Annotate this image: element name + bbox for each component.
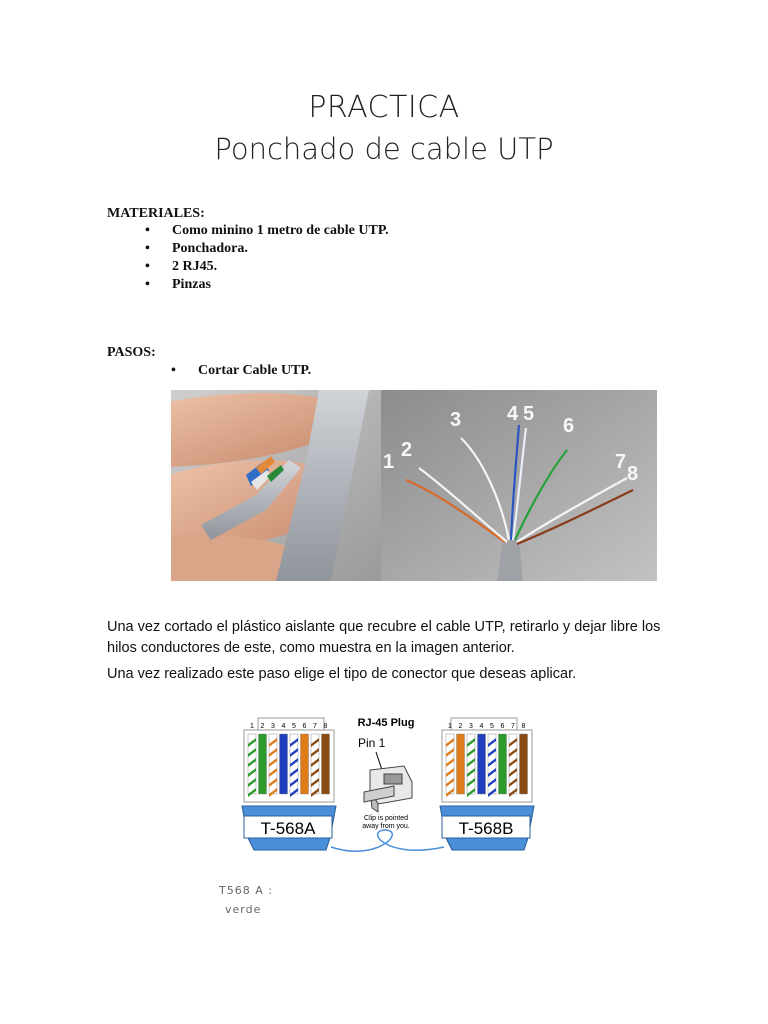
plug-a-body <box>244 730 334 802</box>
plug-title: RJ-45 Plug <box>357 717 415 729</box>
document-subtitle: Ponchado de cable UTP <box>214 132 554 166</box>
list-item: • Ponchadora. <box>145 240 389 258</box>
wire-number: 5 <box>523 403 535 425</box>
wire-BR <box>322 734 330 794</box>
list-item: • Como minino 1 metro de cable UTP. <box>145 222 389 240</box>
wire-G <box>259 734 267 794</box>
pin-number: 3 <box>271 723 275 730</box>
wire-number: 6 <box>563 415 575 437</box>
wire-B <box>280 734 288 794</box>
note-t568a: T568 A : <box>219 884 273 897</box>
pin-number: 6 <box>500 723 505 730</box>
wire-O <box>301 734 309 794</box>
note-verde: verde <box>225 903 262 916</box>
paragraph: Una vez cortado el plástico aislante que recubre el cable UTP, retirarlo y dejar libre los hilos conductores de este, como muestra en la imagen anterior. <box>107 619 661 656</box>
label-t568b: T-568B <box>458 819 514 838</box>
wire-number: 2 <box>401 439 413 461</box>
list-item: • 2 RJ45. <box>145 258 389 276</box>
wire-O <box>457 734 465 794</box>
clip-note: away from you. <box>362 823 410 830</box>
pin-number: 6 <box>302 723 307 730</box>
wire-number: 1 <box>383 451 395 473</box>
cable-photo-image <box>171 390 657 581</box>
pasos-list <box>171 362 311 380</box>
list-item: • Cortar Cable UTP. <box>171 362 311 380</box>
pin-number: 7 <box>313 723 317 730</box>
label-t568a: T-568A <box>260 819 316 838</box>
materiales-list <box>145 222 389 294</box>
pin-1-label: Pin 1 <box>358 736 386 750</box>
paragraph: Una vez realizado este paso elige el tipo de conector que deseas aplicar. <box>107 666 577 682</box>
pasos-heading: PASOS: <box>107 345 156 360</box>
wire-G <box>499 734 507 794</box>
clip-note: Clip is pointed <box>364 815 408 822</box>
pin-number: 7 <box>511 723 515 730</box>
wire-number: 3 <box>450 409 462 431</box>
pin-number: 2 <box>458 723 463 730</box>
pin-number: 1 <box>250 723 254 730</box>
pin-number: 1 <box>448 723 452 730</box>
pin-number: 3 <box>469 723 473 730</box>
wire-BR <box>520 734 528 794</box>
pin-number: 5 <box>490 723 494 730</box>
plug-b-body <box>442 730 532 802</box>
rj45-wiring-diagram <box>236 712 536 860</box>
wire-number: 7 <box>615 451 627 473</box>
wiring-diagram-image <box>236 712 536 860</box>
pin-number: 8 <box>521 723 526 730</box>
pin-number: 4 <box>479 723 484 730</box>
list-item: • Pinzas <box>145 276 389 294</box>
cable-photo <box>171 390 657 581</box>
wire-number: 4 <box>507 403 519 425</box>
materiales-heading: MATERIALES: <box>107 206 205 221</box>
pin-number: 4 <box>281 723 286 730</box>
wire-number: 8 <box>627 463 639 485</box>
document-title: PRACTICA <box>308 90 460 125</box>
pin-number: 2 <box>260 723 265 730</box>
pin-number: 5 <box>292 723 296 730</box>
wire-B <box>478 734 486 794</box>
pin-number: 8 <box>323 723 328 730</box>
